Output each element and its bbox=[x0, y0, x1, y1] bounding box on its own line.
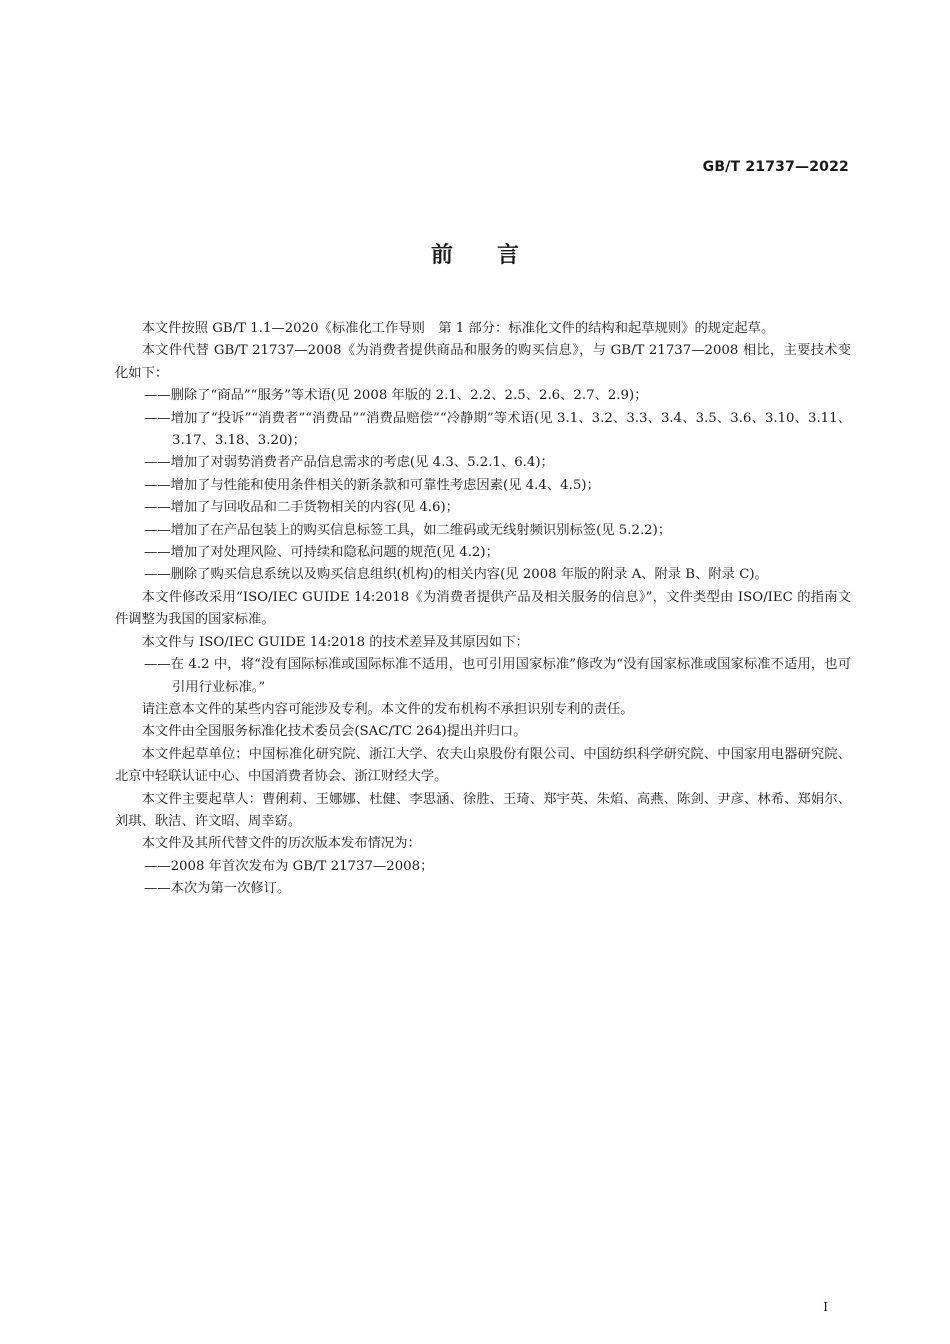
paragraph-history: 本文件及其所代替文件的历次版本发布情况为： bbox=[141, 836, 421, 852]
paragraph-adoption: 本文件修改采用“ISO/IEC GUIDE 14:2018《为消费者提供产品及相关服务的信息》”，文件类型由 ISO/IEC 的指南文件调整为我国的国家标准。 bbox=[115, 589, 851, 628]
paragraph-drafting-units: 本文件起草单位：中国标准化研究院、浙江大学、农夫山泉股份有限公司、中国纺织科学研究院、中国家用电器研究院、北京中轻联认证中心、中国消费者协会、浙江财经大学。 bbox=[115, 746, 851, 785]
paragraph-proposer: 本文件由全国服务标准化技术委员会(SAC/TC 264)提出并归口。 bbox=[141, 724, 527, 740]
change-item: ——增加了与回收品和二手货物相关的内容(见 4.6)； bbox=[144, 500, 459, 516]
foreword-body bbox=[115, 318, 851, 901]
paragraph-drafters: 本文件主要起草人：曹俐莉、王娜娜、杜健、李思涵、徐胜、王琦、郑宇英、朱焰、高燕、陈剑、尹彦、林希、郑娟尔、刘琪、耿洁、许文昭、周幸窈。 bbox=[115, 791, 851, 829]
paragraph-drafting-rules: 本文件按照 GB/T 1.1—2020《标准化工作导则 第 1 部分：标准化文件的结构和起草规则》的规定起草。 bbox=[141, 321, 775, 336]
page-title bbox=[0, 238, 950, 269]
paragraph-replacement: 本文件代替 GB/T 21737—2008《为消费者提供商品和服务的购买信息》，与 GB/T 21737—2008 相比，主要技术变化如下： bbox=[115, 343, 851, 381]
change-item: ——删除了购买信息系统以及购买信息组织(机构)的相关内容(见 2008 年版的附录 A、附录 B、附录 C)。 bbox=[144, 567, 768, 583]
history-item: ——本次为第一次修订。 bbox=[144, 881, 291, 897]
title-char-left: 前 bbox=[430, 243, 453, 268]
difference-item: ——在 4.2 中，将“没有国际标准或国际标准不适用，也可引用国家标准”修改为“没有国家标准或国家标准不适用，也可引用行业标准。” bbox=[144, 657, 851, 695]
history-item: ——2008 年首次发布为 GB/T 21737—2008； bbox=[144, 858, 434, 874]
paragraph-technical-differences: 本文件与 ISO/IEC GUIDE 14:2018 的技术差异及其原因如下： bbox=[141, 634, 529, 650]
change-item: ——增加了对弱势消费者产品信息需求的考虑(见 4.3、5.2.1、6.4)； bbox=[144, 455, 554, 471]
change-item: ——增加了“投诉”“消费者”“消费品”“消费品赔偿”“冷静期”等术语(见 3.1、3.2、3.3、3.4、3.5、3.6、3.10、3.11、3.17、3.18、3.20)； bbox=[144, 410, 851, 449]
change-item: ——增加了在产品包装上的购买信息标签工具，如二维码或无线射频识别标签(见 5.2.2)； bbox=[144, 522, 672, 538]
page-number: I bbox=[823, 1300, 828, 1314]
change-item: ——删除了“商品”“服务”等术语(见 2008 年版的 2.1、2.2、2.5、2.6、2.7、2.9)； bbox=[144, 388, 648, 404]
change-item: ——增加了与性能和使用条件相关的新条款和可靠性考虑因素(见 4.4、4.5)； bbox=[144, 477, 600, 493]
standard-code: GB/T 21737—2022 bbox=[702, 159, 849, 175]
paragraph-patent-notice: 请注意本文件的某些内容可能涉及专利。本文件的发布机构不承担识别专利的责任。 bbox=[141, 701, 634, 717]
change-item: ——增加了对处理风险、可持续和隐私问题的规范(见 4.2)； bbox=[144, 545, 499, 561]
title-char-right: 言 bbox=[497, 243, 520, 268]
